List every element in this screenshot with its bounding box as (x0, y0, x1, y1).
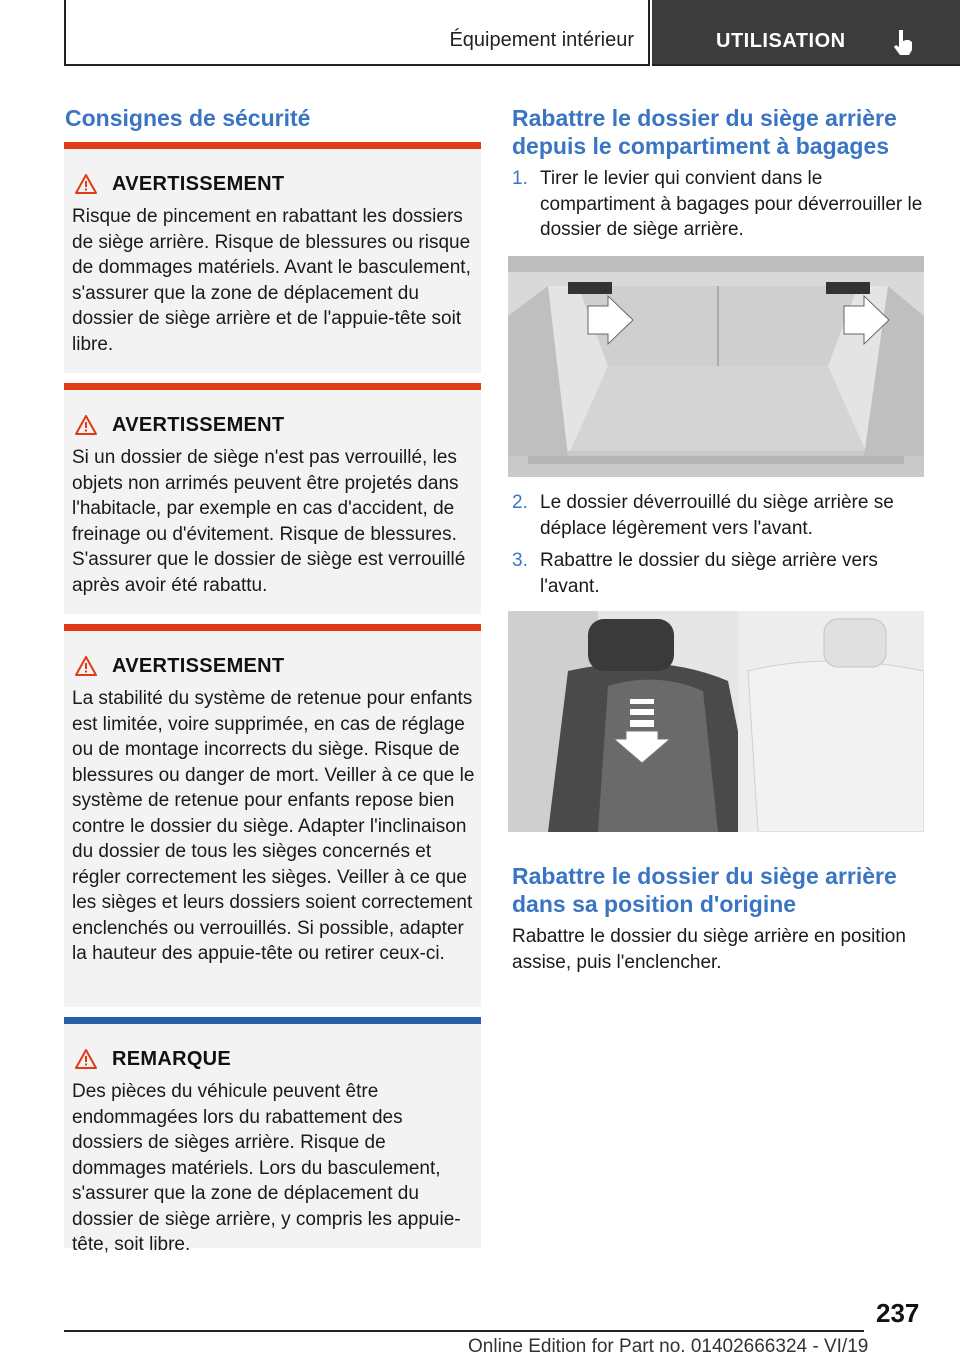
chapter-tab-label: UTILISATION (716, 30, 846, 52)
page-number: 237 (876, 1298, 920, 1328)
step-number: 1. (512, 168, 528, 189)
safety-heading: Consignes de sécurité (65, 105, 311, 131)
warning-triangle-icon (74, 1048, 98, 1070)
notice-bar (64, 1017, 481, 1024)
step-text: Le dossier déverrouillé du siège arrière se déplace légèrement vers l'avant. (540, 492, 894, 539)
warning-text: La stabilité du système de retenue pour enfants est limitée, voire supprimée, en cas de réglage ou de montage incorrects du siège. Risque de blessures ou danger de mort. Veiller à ce que le système de retenue pour enfants repose bien contre le dossier du siège. Adapter l'inclinaison du dossier de tous les sièges concernés et régler correctement les sièges. Veiller à ce que les sièges et leurs dossiers soient correctement enclenchés ou verrouillés. Si possible, adapter la hauteur des appuie-tête ou retirer ceux-ci. (72, 688, 475, 964)
warning-text: Si un dossier de siège n'est pas verrouillé, les objets non arrimés peuvent être projetés dans l'habitacle, par exemple en cas d'accident, de freinage ou d'évitement. Risque de blessures. S'assurer que le dossier de siège est verrouillé après avoir été rabattu. (72, 447, 466, 596)
warning-label: AVERTISSEMENT (112, 172, 285, 195)
header-section-frame (64, 0, 650, 66)
step-number: 3. (512, 550, 528, 571)
hand-pointer-icon (890, 28, 916, 56)
section-title: Équipement intérieur (449, 29, 634, 51)
edition-note: Online Edition for Part no. 01402666324 - VI/19 (468, 1336, 869, 1357)
notice-label: REMARQUE (112, 1047, 232, 1070)
notice-text: Des pièces du véhicule peuvent être endommagées lors du rabattement des dossiers de sièges arrière. Risque de dommages matériels. Lors du basculement, s'assurer que la zone de déplacement du dossier de siège arrière, y compris les appuie-tête, soit libre. (72, 1081, 461, 1255)
warning-bar (64, 624, 481, 631)
step-text: Tirer le levier qui convient dans le compartiment à bagages pour déverrouiller le dossier de siège arrière. (540, 168, 923, 240)
warning-box (64, 383, 481, 614)
warning-bar (64, 142, 481, 149)
step-item (512, 490, 932, 541)
step-number: 2. (512, 492, 528, 513)
restore-text: Rabattre le dossier du siège arrière en position assise, puis l'enclencher. (512, 926, 906, 973)
step-item (512, 548, 932, 599)
warning-bar (64, 383, 481, 390)
warning-box (64, 142, 481, 373)
trunk-fold-heading: Rabattre le dossier du siège arrière depuis le compartiment à bagages (512, 105, 897, 159)
notice-box (64, 1017, 481, 1255)
step-text: Rabattre le dossier du siège arrière vers l'avant. (540, 550, 878, 597)
warning-label: AVERTISSEMENT (112, 654, 285, 677)
restore-heading: Rabattre le dossier du siège arrière dans sa position d'origine (512, 863, 897, 917)
warning-text: Risque de pincement en rabattant les dossiers de siège arrière. Risque de blessures ou risque de dommages matériels. Avant le basculement, s'assurer que la zone de déplacement du dossier de siège arrière et de l'appuie-tête soit libre. (72, 206, 471, 355)
chapter-tab[interactable] (652, 0, 960, 66)
warning-box (64, 624, 481, 1007)
step-item (512, 166, 932, 243)
warning-triangle-icon (74, 655, 98, 677)
trunk-levers-image (508, 256, 924, 477)
footer-divider (64, 1330, 864, 1332)
seat-fold-image (508, 611, 924, 832)
warning-triangle-icon (74, 173, 98, 195)
warning-label: AVERTISSEMENT (112, 413, 285, 436)
warning-triangle-icon (74, 414, 98, 436)
